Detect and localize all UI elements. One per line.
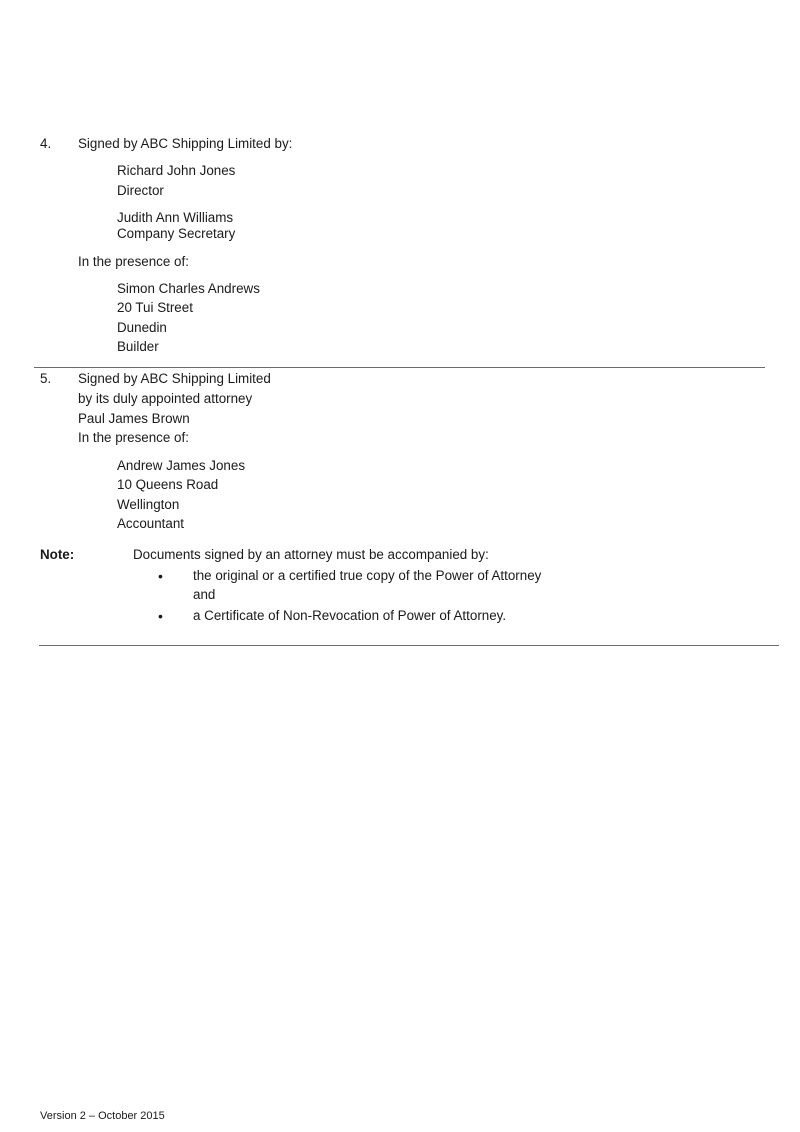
divider-line — [34, 367, 765, 368]
witness-4-name: Simon Charles Andrews — [117, 281, 260, 296]
item-5-presence-label: In the presence of: — [78, 430, 189, 445]
note-connector: and — [193, 587, 216, 602]
signatory-2-name: Judith Ann Williams — [117, 210, 234, 225]
note-intro: Documents signed by an attorney must be accompanied by: — [133, 547, 489, 562]
bullet-marker-2: • — [158, 608, 163, 624]
item-5-heading-line-2: by its duly appointed attorney — [78, 391, 253, 406]
witness-4-occupation: Builder — [117, 339, 159, 354]
footer-version: Version 2 – October 2015 — [40, 1110, 165, 1122]
bullet-marker-1: • — [158, 568, 163, 584]
item-4-heading: Signed by ABC Shipping Limited by: — [78, 136, 293, 151]
signatory-2-role: Company Secretary — [117, 226, 236, 241]
note-bullet-1: the original or a certified true copy of the Power of Attorney — [193, 568, 542, 583]
witness-5-address: 10 Queens Road — [117, 477, 219, 492]
item-5-number: 5. — [40, 371, 52, 386]
item-5-attorney-name: Paul James Brown — [78, 411, 190, 426]
witness-5-city: Wellington — [117, 497, 180, 512]
witness-5-name: Andrew James Jones — [117, 458, 246, 473]
note-bullet-2: a Certificate of Non-Revocation of Power of Attorney. — [193, 608, 507, 623]
item-4-number: 4. — [40, 136, 52, 151]
signatory-1-name: Richard John Jones — [117, 163, 236, 178]
witness-4-address: 20 Tui Street — [117, 300, 193, 315]
note-label: Note: — [40, 547, 75, 562]
item-5-heading-line-1: Signed by ABC Shipping Limited — [78, 371, 271, 386]
signatory-1-role: Director — [117, 183, 164, 198]
item-4-presence-label: In the presence of: — [78, 254, 189, 269]
witness-4-city: Dunedin — [117, 320, 167, 335]
bottom-divider-line — [39, 645, 779, 646]
witness-5-occupation: Accountant — [117, 516, 184, 531]
